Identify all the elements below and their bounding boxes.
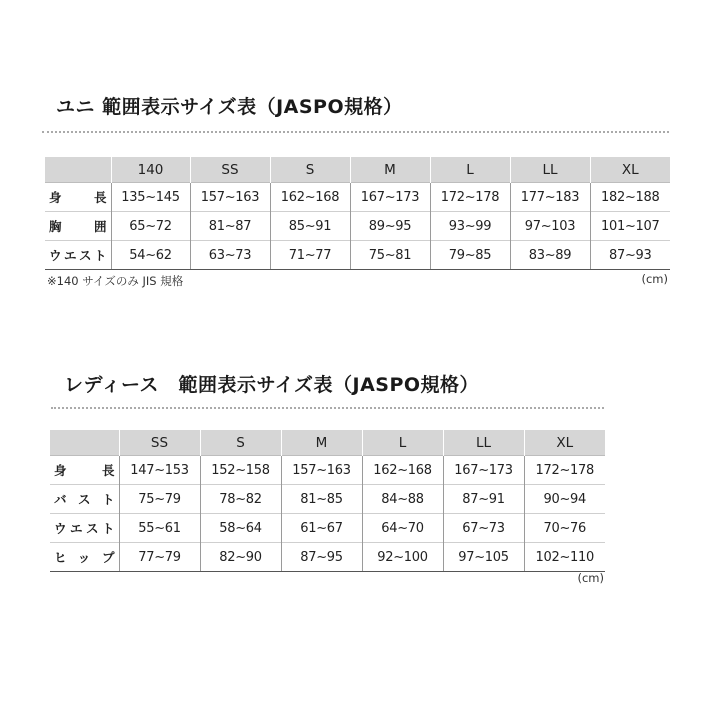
table-cell: 81~85 (281, 485, 362, 514)
table-corner-cell (50, 430, 119, 456)
table-row (50, 456, 605, 485)
table-cell: 79~85 (430, 241, 510, 270)
table-row (45, 183, 670, 212)
table-cell: 77~79 (119, 543, 200, 572)
ladies-size-table (50, 430, 605, 572)
size-header: 140 (111, 157, 190, 183)
size-header: L (430, 157, 510, 183)
row-label-hip: ヒップ (50, 543, 119, 572)
table-cell: 87~91 (443, 485, 524, 514)
table-cell: 97~103 (510, 212, 590, 241)
unisex-size-table (45, 157, 670, 270)
table-cell: 81~87 (190, 212, 270, 241)
table-cell: 147~153 (119, 456, 200, 485)
table-cell: 182~188 (590, 183, 670, 212)
table-cell: 167~173 (350, 183, 430, 212)
size-header: S (270, 157, 350, 183)
table-cell: 102~110 (524, 543, 605, 572)
jis-note: ※140 サイズのみ JIS 規格 (47, 274, 184, 288)
table-row (50, 514, 605, 543)
table-cell: 87~95 (281, 543, 362, 572)
table-cell: 89~95 (350, 212, 430, 241)
table-cell: 90~94 (524, 485, 605, 514)
table-cell: 172~178 (430, 183, 510, 212)
table-cell: 83~89 (510, 241, 590, 270)
table-cell: 157~163 (190, 183, 270, 212)
table-cell: 58~64 (200, 514, 281, 543)
size-header: L (362, 430, 443, 456)
table-cell: 84~88 (362, 485, 443, 514)
table-cell: 64~70 (362, 514, 443, 543)
row-label-waist: ウエスト (45, 241, 111, 270)
table-cell: 172~178 (524, 456, 605, 485)
table-row (45, 212, 670, 241)
table-cell: 63~73 (190, 241, 270, 270)
table-cell: 162~168 (270, 183, 350, 212)
table-cell: 82~90 (200, 543, 281, 572)
row-label-height: 身 長 (45, 183, 111, 212)
unisex-title: ユニ 範囲表示サイズ表（JASPO規格） (56, 96, 403, 118)
row-label-bust: バスト (50, 485, 119, 514)
table-corner-cell (45, 157, 111, 183)
table-cell: 75~79 (119, 485, 200, 514)
size-header: XL (524, 430, 605, 456)
row-label-height: 身 長 (50, 456, 119, 485)
unisex-size-section (0, 0, 708, 300)
unisex-unit-label: (cm) (641, 272, 668, 286)
table-cell: 92~100 (362, 543, 443, 572)
table-cell: 67~73 (443, 514, 524, 543)
table-row (50, 485, 605, 514)
size-header: LL (510, 157, 590, 183)
size-header: LL (443, 430, 524, 456)
table-cell: 97~105 (443, 543, 524, 572)
ladies-title-divider (51, 407, 604, 409)
ladies-size-section (0, 300, 708, 600)
table-cell: 162~168 (362, 456, 443, 485)
table-row (50, 543, 605, 572)
table-cell: 135~145 (111, 183, 190, 212)
row-label-chest: 胸 囲 (45, 212, 111, 241)
size-header: SS (119, 430, 200, 456)
size-header: M (350, 157, 430, 183)
table-cell: 152~158 (200, 456, 281, 485)
ladies-unit-label: (cm) (577, 571, 604, 585)
size-header: S (200, 430, 281, 456)
unisex-title-divider (42, 131, 669, 133)
table-cell: 54~62 (111, 241, 190, 270)
table-row (45, 241, 670, 270)
table-cell: 87~93 (590, 241, 670, 270)
table-cell: 55~61 (119, 514, 200, 543)
table-header-row (50, 430, 605, 456)
row-label-waist: ウエスト (50, 514, 119, 543)
table-cell: 78~82 (200, 485, 281, 514)
size-header: XL (590, 157, 670, 183)
table-cell: 157~163 (281, 456, 362, 485)
table-cell: 75~81 (350, 241, 430, 270)
table-cell: 93~99 (430, 212, 510, 241)
table-cell: 70~76 (524, 514, 605, 543)
size-header: M (281, 430, 362, 456)
table-cell: 61~67 (281, 514, 362, 543)
table-cell: 167~173 (443, 456, 524, 485)
table-cell: 177~183 (510, 183, 590, 212)
table-cell: 65~72 (111, 212, 190, 241)
table-cell: 85~91 (270, 212, 350, 241)
table-header-row (45, 157, 670, 183)
ladies-title: レディース 範囲表示サイズ表（JASPO規格） (64, 374, 480, 396)
table-cell: 71~77 (270, 241, 350, 270)
table-cell: 101~107 (590, 212, 670, 241)
size-header: SS (190, 157, 270, 183)
